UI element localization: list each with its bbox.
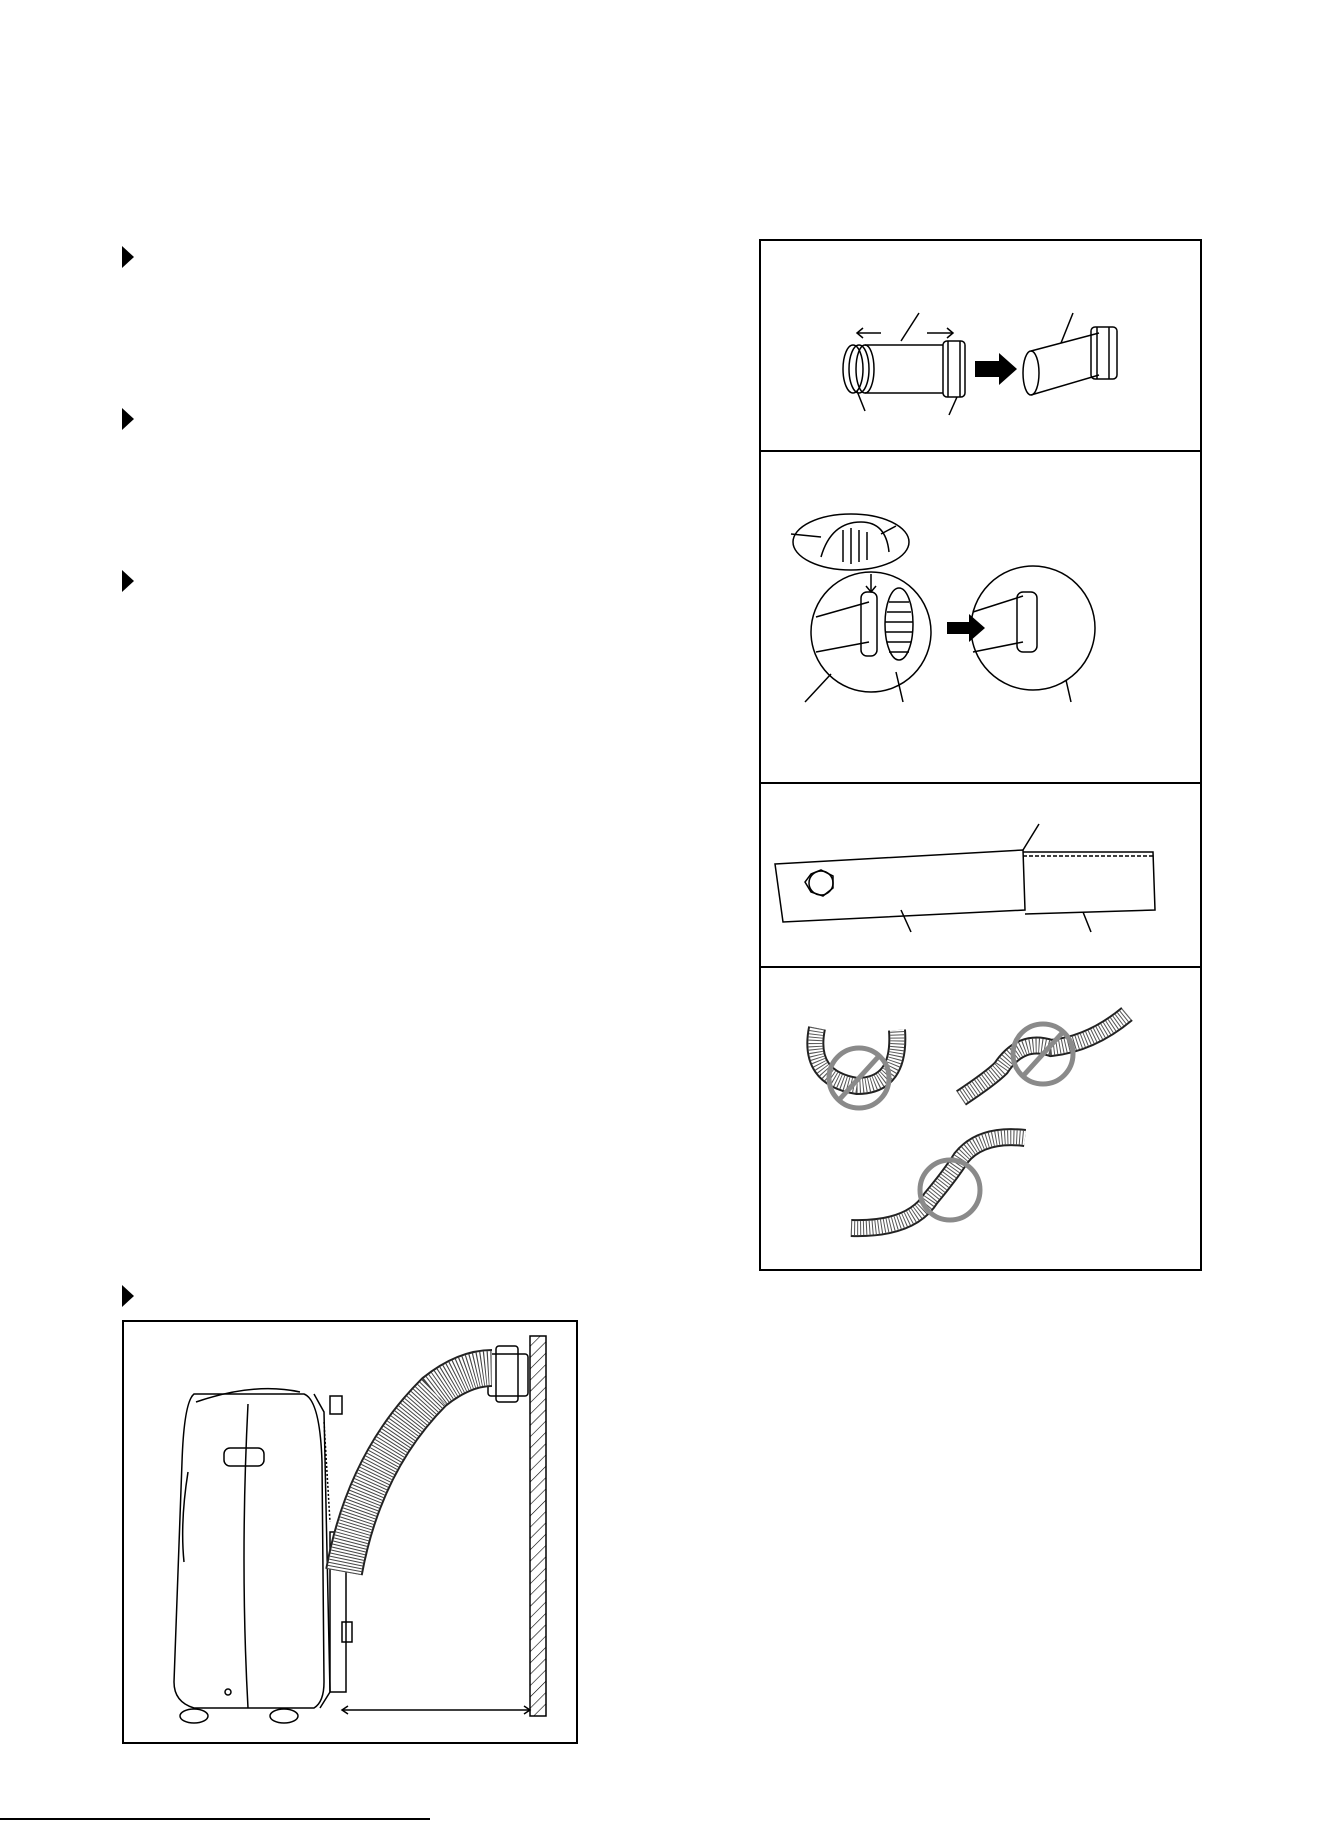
bullet-icon-3 [122, 570, 134, 592]
figure-exhaust-hose-adapters [759, 239, 1202, 452]
window-panel-icon [761, 784, 1200, 966]
figure-window-slider-kit [759, 782, 1202, 968]
bullet-icon-4 [122, 1285, 134, 1307]
figure-hose-bending-warnings [759, 966, 1202, 1271]
figure-unit-to-wall-installation [122, 1320, 578, 1744]
footer-rule [0, 1818, 430, 1820]
prohibited-bend-icon [761, 968, 1200, 1269]
air-conditioner-icon [124, 1322, 576, 1742]
bullet-icon-1 [122, 246, 134, 268]
figure-hose-attach-unit [759, 450, 1202, 784]
hose-assembly-icon [761, 241, 1200, 450]
bullet-icon-2 [122, 408, 134, 430]
hose-connector-icon [761, 452, 1200, 782]
